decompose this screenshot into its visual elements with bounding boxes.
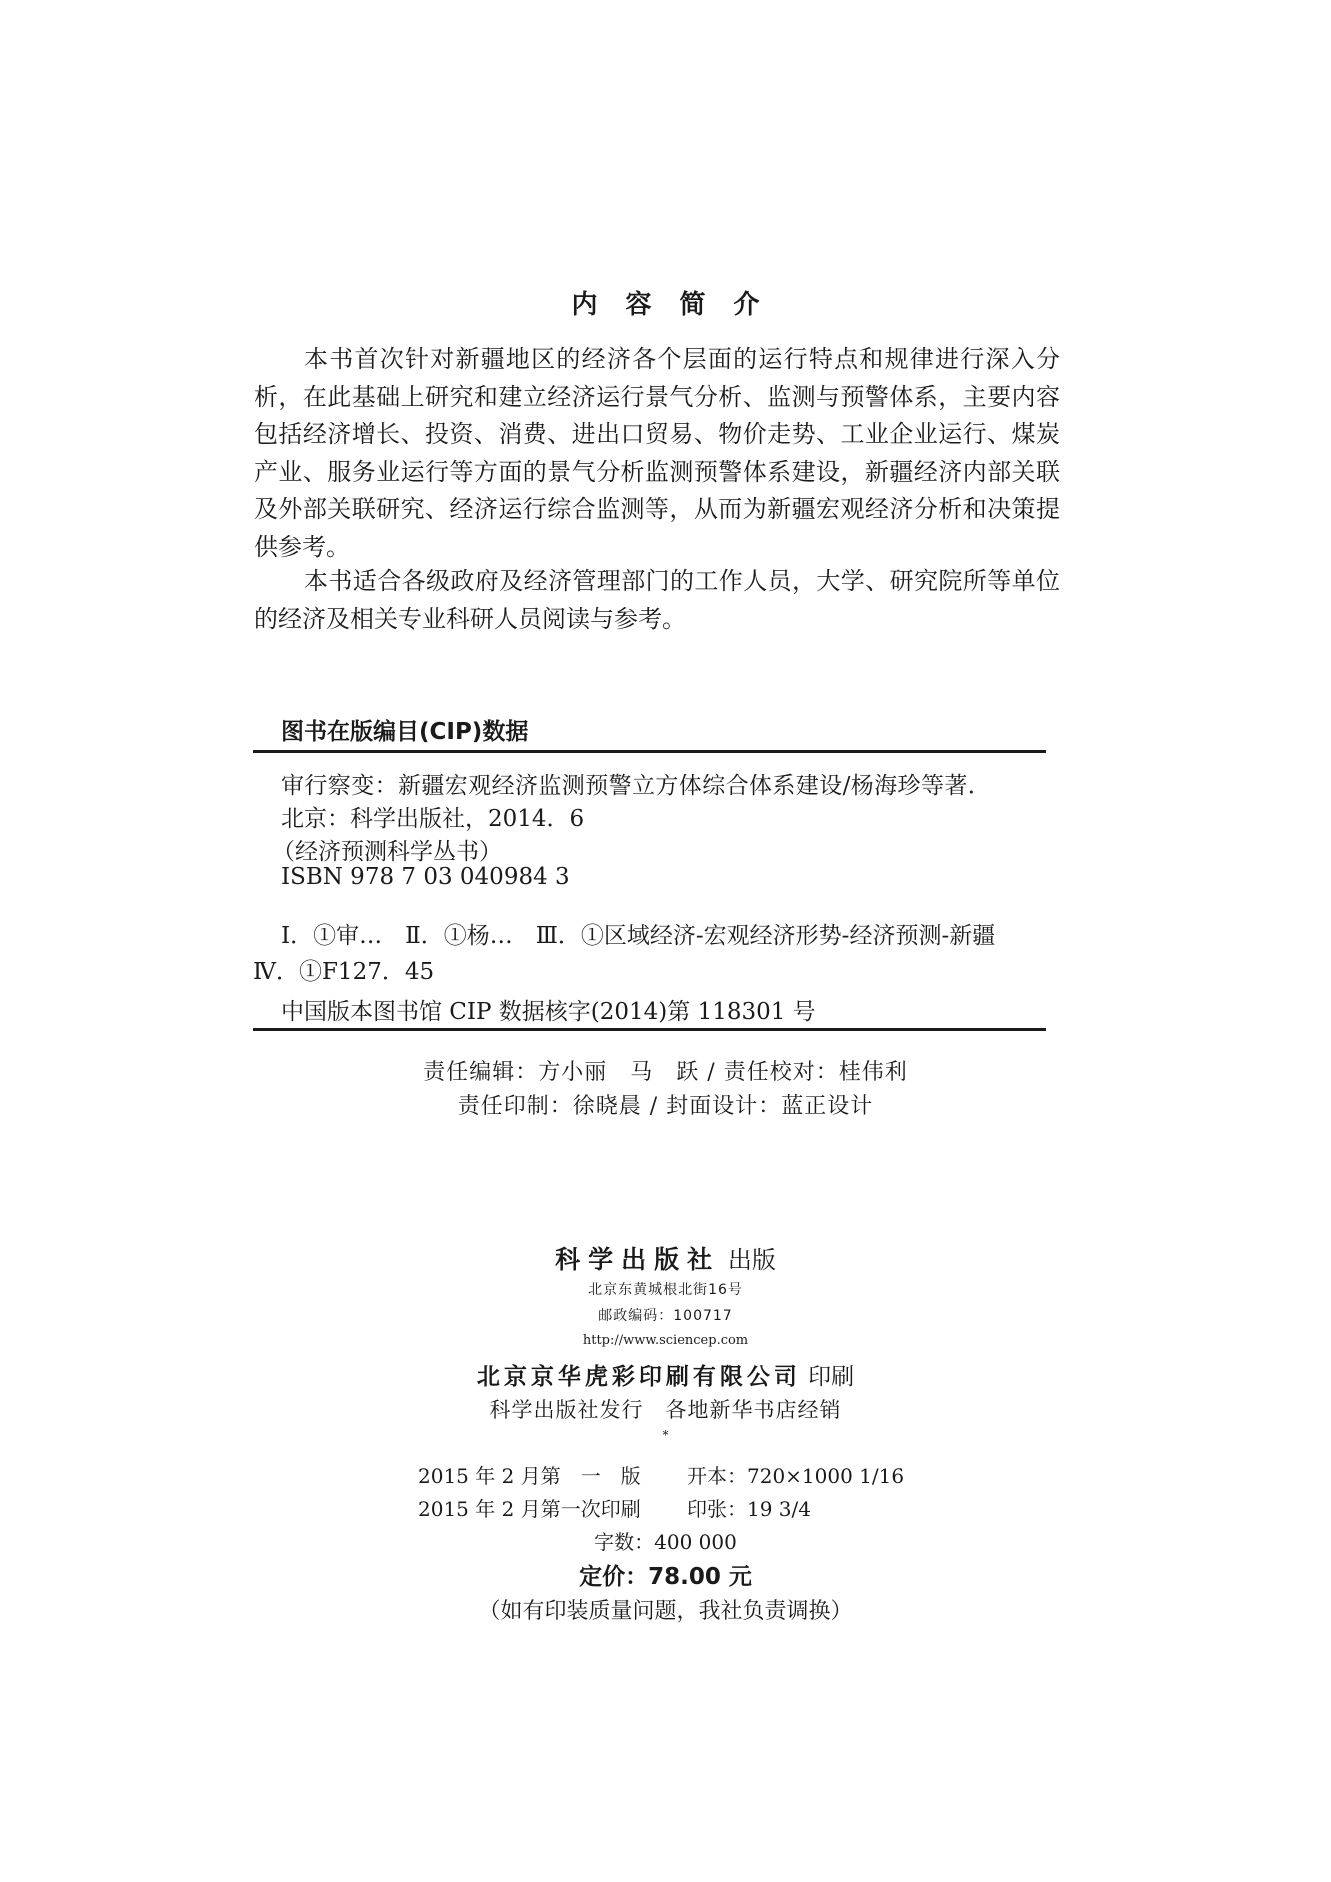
printer-name: 北京京华虎彩印刷有限公司 [476, 1363, 801, 1390]
printer-suffix: 印刷 [800, 1364, 855, 1390]
distribution-line: 科学出版社发行 各地新华书店经销 [489, 1398, 842, 1422]
cip-record-number: 中国版本图书馆 CIP 数据核字(2014)第 118301 号 [281, 999, 816, 1025]
publisher-line [0, 1240, 1331, 1276]
cip-heading: 图书在版编目(CIP)数据 [281, 719, 529, 745]
summary-paragraph-1 [254, 341, 1060, 566]
page-title: 内容简介 [571, 290, 788, 320]
cip-isbn-line: ISBN 978 7 03 040984 3 [281, 864, 570, 890]
publisher-name: 科学出版社 [555, 1245, 721, 1274]
print-sheets: 印张：19 3/4 [687, 1497, 811, 1521]
publisher-url: http://www.sciencep.com [582, 1333, 749, 1348]
publisher-suffix: 出版 [720, 1246, 776, 1274]
publisher-postcode: 邮政编码：100717 [598, 1308, 733, 1324]
summary-paragraph-2 [254, 563, 1060, 638]
cip-classification-line: Ⅳ．①F127．45 [253, 959, 435, 985]
production-credits: 责任印制：徐晓晨 / 封面设计：蓝正设计 [457, 1094, 874, 1119]
edition-date: 2015 年 2 月第 一 版 [418, 1464, 641, 1488]
printing-date: 2015 年 2 月第一次印刷 [418, 1497, 641, 1521]
cip-subject-line: Ⅰ．①审… Ⅱ．①杨… Ⅲ．①区域经济-宏观经济形势-经济预测-新疆 [281, 923, 996, 949]
cip-title-line: 审行察变：新疆宏观经济监测预警立方体综合体系建设/杨海珍等著． [281, 773, 992, 799]
quality-note: （如有印装质量问题，我社负责调换） [478, 1599, 853, 1624]
editor-credits: 责任编辑：方小丽 马 跃 / 责任校对：桂伟利 [423, 1060, 908, 1085]
cip-top-rule [253, 750, 1046, 753]
price: 定价：78.00 元 [579, 1564, 752, 1590]
summary-text-2: 本书适合各级政府及经济管理部门的工作人员，大学、研究院所等单位的经济及相关专业科研人员阅读与参考。 [254, 567, 1060, 633]
summary-text-1: 本书首次针对新疆地区的经济各个层面的运行特点和规律进行深入分析，在此基础上研究和建立经济运行景气分析、监测与预警体系，主要内容包括经济增长、投资、消费、进出口贸易、物价走势、工业企业运行、煤炭产业、服务业运行等方面的景气分析监测预警体系建设，新疆经济内部关联及外部关联研究、经济运行综合监测等，从而为新疆宏观经济分析和决策提供参考。 [254, 345, 1060, 561]
cip-series-line: （经济预测科学丛书） [272, 839, 502, 865]
book-format: 开本：720×1000 1/16 [687, 1464, 905, 1488]
printer-line [0, 1358, 1331, 1391]
cip-bottom-rule [253, 1028, 1046, 1031]
cip-publisher-line: 北京：科学出版社，2014．6 [281, 806, 585, 832]
separator-star: * [662, 1428, 669, 1442]
publisher-address: 北京东黄城根北街16号 [588, 1282, 743, 1298]
word-count: 字数：400 000 [594, 1530, 737, 1554]
